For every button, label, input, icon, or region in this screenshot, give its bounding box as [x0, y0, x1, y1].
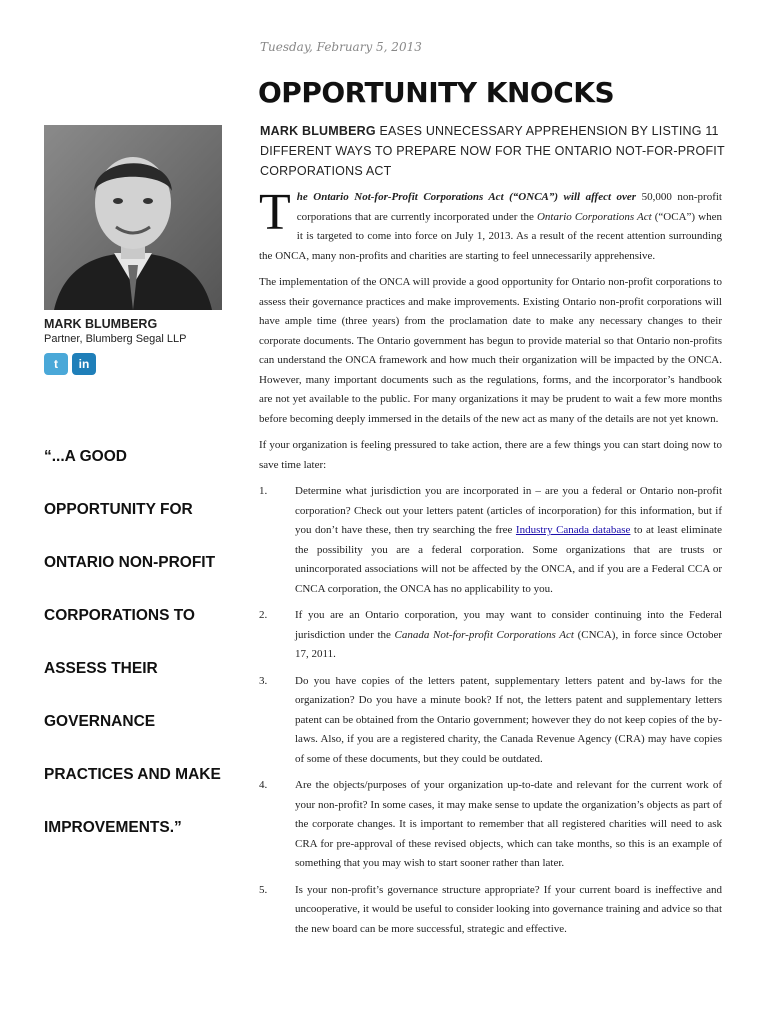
paragraph-action: If your organization is feeling pressured to take action, there are a few things you can start doing now to save time later:: [259, 439, 722, 471]
pull-quote-line: ASSESS THEIR: [44, 660, 158, 677]
list-number: 5.: [259, 883, 268, 896]
pull-quote-line: CORPORATIONS TO: [44, 607, 195, 624]
list-text: Determine what jurisdiction you are incorporated in – are you a federal or Ontario non-profit corporation? Check out your letters patent (articles of incorporation) for this information, but if you don’t have these, then try searching the free: [295, 485, 722, 536]
list-item: [259, 482, 722, 599]
list-text: If you are an Ontario corporation, you may want to consider continuing into the Federal jurisdiction under the: [295, 609, 722, 641]
list-number: 3.: [259, 674, 268, 687]
subtitle-author: MARK BLUMBERG: [260, 124, 376, 138]
list-item: [259, 672, 722, 770]
industry-canada-link[interactable]: Industry Canada database: [515, 524, 631, 536]
pull-quote-line: ONTARIO NON-PROFIT: [44, 554, 216, 571]
intro-text-rest: (“OCA”) when it is targeted to come into force on July 1, 2013. As a result of the recent attention surrounding the ONCA, many non-profits and charities are starting to feel unnecessarily apprehensive.: [259, 210, 722, 262]
pull-quote: [44, 440, 244, 864]
list-text-rest: to at least eliminate the possibility you are a federal corporation. Some organizations that are trusts or unincorporated associations will not be affected by the ONCA, and if you are a Federal CCA or CNCA corporation, the ONCA has no applicability to you.: [295, 524, 722, 595]
list-number: 1.: [259, 485, 268, 497]
intro-lead: he Ontario Not-for-Profit Corporations Act (“ONCA”) will affect over: [296, 191, 637, 203]
pull-quote-line: IMPROVEMENTS.”: [44, 819, 182, 836]
list-text-rest: (CNCA), in force since October 17, 2011.: [295, 628, 722, 660]
twitter-icon[interactable]: t: [44, 353, 68, 375]
list-act-name: Canada Not-for-profit Corporations Act: [394, 628, 574, 641]
list-number: 2.: [259, 609, 268, 621]
list-text: Are the objects/purposes of your organization up-to-date and relevant for the current work of your non-profit? In some cases, it may make sense to update the organization’s objects as part of the corporate changes. It is important to remember that all registered charities will need to ask CRA for pre-approval of these revised objects, which can take months, so this is an example of something that you may wish to start sooner rather than later.: [295, 779, 722, 869]
list-item: [259, 881, 722, 940]
article-body: [259, 184, 722, 946]
list-text: Is your non-profit’s governance structure appropriate? If your current board is ineffective and uncooperative, it would be useful to consider looking into governance training and advice so that the new board can be more successful, strategic and effective.: [295, 883, 722, 935]
intro-text: 50,000 non-profit corporations that are currently incorporated under the: [296, 191, 722, 223]
author-portrait: [44, 125, 222, 310]
linkedin-icon[interactable]: in: [72, 353, 96, 375]
drop-cap: T: [259, 184, 291, 241]
author-photo: [44, 125, 222, 310]
pull-quote-line: “...A GOOD: [44, 448, 127, 465]
action-list: [259, 482, 722, 939]
article-subtitle: [260, 121, 730, 181]
list-number: 4.: [259, 779, 268, 791]
author-role: Partner, Blumberg Segal LLP: [44, 333, 187, 345]
intro-act-name: Ontario Corporations Act: [536, 210, 652, 223]
paragraph-intro: [259, 184, 722, 266]
list-item: [259, 776, 722, 874]
subtitle-text: EASES UNNECESSARY APPREHENSION BY LISTING 11 DIFFERENT WAYS TO PREPARE NOW FOR THE ONTARIO NOT-FOR-PROFIT CORPORATIONS ACT: [260, 124, 725, 178]
pull-quote-line: OPPORTUNITY FOR: [44, 501, 193, 518]
article-title: OPPORTUNITY KNOCKS: [258, 76, 615, 109]
author-name: MARK BLUMBERG: [44, 317, 158, 331]
paragraph-implementation: The implementation of the ONCA will provide a good opportunity for Ontario non-profit corporations to assess their governance practices and make improvements. Existing Ontario non-profit corporations will have ample time (three years) from the proclamation date to make any necessary changes to their corporate documents. The Ontario government has begun to provide material so that Ontario non-profits can understand the ONCA framework and how much their organization will be impacted by the ONCA. However, many important documents such as the regulations, forms, and the incorporator’s handbook are not yet available to the public. For many organizations it may be prudent to wait a few more months before becoming deeply immersed in the details of the new act as many of the details are not yet known.: [259, 276, 722, 425]
pull-quote-line: PRACTICES AND MAKE: [44, 766, 221, 783]
publication-date: Tuesday, February 5, 2013: [260, 40, 422, 54]
social-links: [44, 353, 96, 375]
pull-quote-line: GOVERNANCE: [44, 713, 156, 730]
list-text: Do you have copies of the letters patent, supplementary letters patent and by-laws for the organization? Do you have a minute book? If not, the letters patent and supplementary letters patent can be obtained from the Ontario government; however they do not keep copies of the by-laws. Also, if you are a registered charity, the Canada Revenue Agency (CRA) may have copies of some of these documents, but they could be outdated.: [295, 674, 722, 765]
list-item: [259, 606, 722, 665]
